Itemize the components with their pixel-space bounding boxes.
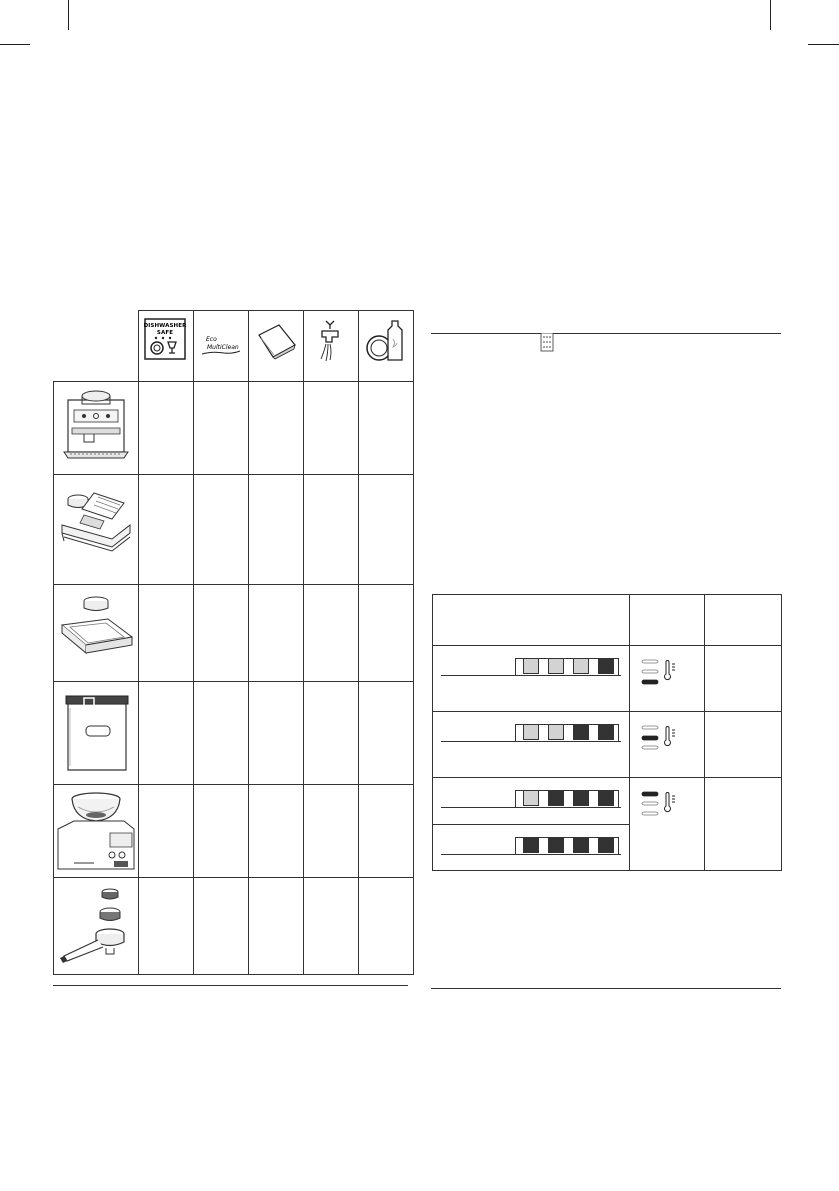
crop-mark-left bbox=[68, 0, 69, 30]
right-footer-rule bbox=[431, 988, 781, 989]
strip-test-pad bbox=[548, 658, 564, 674]
hardness-row bbox=[433, 646, 782, 712]
care-table-row bbox=[54, 382, 414, 475]
strip-test-pad bbox=[573, 658, 589, 674]
water-hardness-table bbox=[432, 594, 782, 871]
tap-rinse-icon bbox=[304, 311, 358, 377]
table-corner bbox=[54, 311, 139, 382]
strip-test-pad bbox=[598, 837, 614, 853]
strip-test-pad bbox=[598, 658, 614, 674]
level-bar bbox=[642, 746, 658, 749]
level-bar-active bbox=[642, 680, 658, 684]
dishwasher-label: DISHWASHER bbox=[143, 323, 187, 329]
hardness-row bbox=[433, 712, 782, 778]
care-table-row bbox=[54, 682, 414, 785]
strip-test-pad bbox=[523, 724, 539, 740]
indicator-cell bbox=[630, 712, 705, 778]
strip-test-pad bbox=[548, 790, 564, 806]
care-table-row bbox=[54, 878, 414, 975]
thermometer-icon bbox=[665, 727, 676, 746]
test-strip-result bbox=[441, 837, 621, 855]
setting-cell bbox=[705, 646, 782, 712]
thermometer-icon bbox=[665, 661, 676, 680]
header-dish-soap bbox=[359, 311, 414, 382]
strip-test-pad bbox=[548, 837, 564, 853]
level-bar bbox=[642, 802, 658, 805]
care-table-row bbox=[54, 475, 414, 585]
strip-cell bbox=[433, 778, 630, 825]
header-dishwasher-safe bbox=[139, 311, 194, 382]
header-eco-multiclean bbox=[194, 311, 249, 382]
test-strip-result bbox=[441, 790, 621, 808]
setting-cell bbox=[705, 712, 782, 778]
care-table-row bbox=[54, 585, 414, 682]
hardness-header-cell bbox=[630, 595, 705, 646]
eco-label: MultiClean bbox=[207, 344, 239, 351]
strip-cell bbox=[433, 646, 630, 712]
level-bar bbox=[642, 812, 658, 815]
bean-hopper-image bbox=[54, 785, 138, 873]
left-footer-rule bbox=[53, 985, 408, 986]
part-portafilter bbox=[54, 878, 139, 975]
strip-test-pad bbox=[573, 724, 589, 740]
drip-tray-assembly-image bbox=[54, 475, 138, 580]
strip-test-pad bbox=[523, 658, 539, 674]
crop-mark-right bbox=[808, 44, 839, 45]
drip-tray-base-image bbox=[54, 585, 138, 677]
cloth-icon bbox=[249, 311, 303, 377]
dish-soap-icon bbox=[359, 311, 413, 377]
indicator-cell bbox=[630, 778, 705, 871]
dishwasher-label: SAFE bbox=[156, 330, 174, 336]
hardness-header-cell bbox=[705, 595, 782, 646]
part-water-tank bbox=[54, 682, 139, 785]
care-table-header-row bbox=[54, 311, 414, 382]
test-strip-result bbox=[441, 724, 621, 742]
part-drip-tray-assembly bbox=[54, 475, 139, 585]
level-bar bbox=[642, 726, 658, 729]
setting-cell bbox=[705, 778, 782, 871]
strip-test-pad bbox=[598, 724, 614, 740]
water-tank-image bbox=[54, 682, 138, 780]
level-bar-active bbox=[642, 736, 658, 740]
crop-mark-left bbox=[0, 44, 30, 45]
hardness-header-row bbox=[433, 595, 782, 646]
strip-test-pad bbox=[573, 837, 589, 853]
test-strip-result bbox=[441, 658, 621, 676]
level-bar bbox=[642, 660, 658, 663]
indicator-cell bbox=[630, 646, 705, 712]
cleaning-care-table bbox=[53, 310, 414, 975]
eco-multiclean-icon bbox=[194, 311, 248, 377]
right-section-rule bbox=[431, 333, 781, 334]
eco-label: Eco bbox=[206, 336, 217, 343]
strip-test-pad bbox=[523, 837, 539, 853]
level-bar bbox=[642, 670, 658, 673]
hardness-row bbox=[433, 778, 782, 825]
strip-test-pad bbox=[523, 790, 539, 806]
crop-mark-right bbox=[770, 0, 771, 30]
care-table-row bbox=[54, 785, 414, 878]
temperature-indicator-icon bbox=[630, 788, 690, 828]
portafilter-image bbox=[54, 878, 138, 970]
temperature-indicator-icon bbox=[630, 722, 690, 762]
strip-test-pad bbox=[598, 790, 614, 806]
dishwasher-safe-icon bbox=[139, 311, 193, 377]
strip-test-pad bbox=[548, 724, 564, 740]
temperature-indicator-icon bbox=[630, 656, 690, 696]
header-cloth bbox=[249, 311, 304, 382]
test-strip-icon bbox=[538, 333, 556, 353]
part-bean-hopper bbox=[54, 785, 139, 878]
level-bar-active bbox=[642, 792, 658, 796]
part-drip-tray-base bbox=[54, 585, 139, 682]
hardness-header-cell bbox=[433, 595, 630, 646]
strip-cell bbox=[433, 825, 630, 871]
header-tap-rinse bbox=[304, 311, 359, 382]
part-espresso-machine bbox=[54, 382, 139, 475]
thermometer-icon bbox=[665, 793, 676, 812]
espresso-machine-image bbox=[54, 382, 138, 470]
strip-cell bbox=[433, 712, 630, 778]
strip-test-pad bbox=[573, 790, 589, 806]
